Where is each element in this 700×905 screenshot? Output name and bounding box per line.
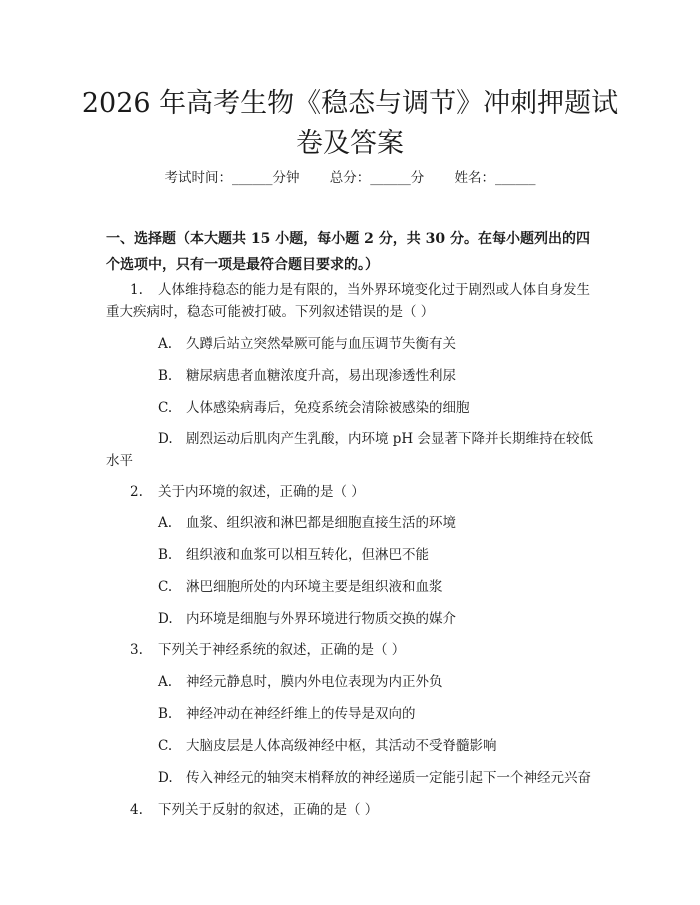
option-label: C. (158, 738, 173, 754)
question-1-continuation: 重大疾病时，稳态可能被打破。下列叙述错误的是（ ） (106, 304, 435, 320)
option-1d (158, 429, 593, 449)
question-4 (130, 800, 378, 820)
option-2d (158, 609, 456, 629)
option-3d (158, 768, 591, 788)
option-label: D. (158, 431, 173, 447)
option-1d-continuation: 水平 (106, 453, 133, 469)
option-label: B. (158, 706, 173, 722)
title-line-2: 卷及答案 (296, 128, 404, 159)
question-2 (130, 482, 365, 502)
question-number: 2. (130, 484, 143, 500)
question-3 (130, 640, 405, 660)
question-stem: 关于内环境的叙述，正确的是（ ） (158, 484, 365, 500)
option-text: 血浆、组织液和淋巴都是细胞直接生活的环境 (186, 515, 456, 531)
exam-time: 考试时间：______分钟 (164, 170, 300, 186)
option-text: 神经冲动在神经纤维上的传导是双向的 (186, 706, 416, 722)
option-text: 糖尿病患者血糖浓度升高，易出现渗透性利尿 (186, 368, 456, 384)
exam-name: 姓名：______ (454, 170, 536, 186)
option-text: 人体感染病毒后，免疫系统会清除被感染的细胞 (186, 400, 470, 416)
question-1 (130, 280, 590, 300)
exam-score: 总分：______分 (329, 170, 425, 186)
option-label: A. (158, 515, 173, 531)
option-label: D. (158, 770, 173, 786)
option-label: C. (158, 579, 173, 595)
option-text: 久蹲后站立突然晕厥可能与血压调节失衡有关 (186, 336, 456, 352)
option-2c (158, 577, 443, 597)
option-1a (158, 334, 456, 354)
document-title (60, 84, 640, 164)
exam-info (0, 168, 700, 188)
option-text: 组织液和血浆可以相互转化，但淋巴不能 (186, 547, 429, 563)
question-number: 3. (130, 642, 143, 658)
option-label: A. (158, 674, 173, 690)
title-line-1: 2026 年高考生物《稳态与调节》冲刺押题试 (81, 88, 619, 119)
option-3b (158, 704, 416, 724)
question-stem: 人体维持稳态的能力是有限的，当外界环境变化过于剧烈或人体自身发生 (158, 282, 590, 298)
option-1b (158, 366, 456, 386)
option-text: 淋巴细胞所处的内环境主要是组织液和血浆 (186, 579, 443, 595)
option-text: 大脑皮层是人体高级神经中枢，其活动不受脊髓影响 (186, 738, 497, 754)
option-3a (158, 672, 443, 692)
option-3c (158, 736, 497, 756)
option-2a (158, 513, 456, 533)
option-label: B. (158, 368, 173, 384)
section-heading: 一、选择题（本大题共 15 小题，每小题 2 分，共 30 分。在每小题列出的四个选项中，只有一项是最符合题目要求的。） (106, 231, 590, 273)
option-text: 神经元静息时，膜内外电位表现为内正外负 (186, 674, 443, 690)
option-2b (158, 545, 429, 565)
option-label: C. (158, 400, 173, 416)
option-label: B. (158, 547, 173, 563)
question-number: 4. (130, 802, 143, 818)
question-stem: 下列关于反射的叙述，正确的是（ ） (158, 802, 379, 818)
option-text: 内环境是细胞与外界环境进行物质交换的媒介 (186, 611, 456, 627)
option-label: A. (158, 336, 173, 352)
option-1c (158, 398, 470, 418)
question-stem: 下列关于神经系统的叙述，正确的是（ ） (158, 642, 406, 658)
option-text: 剧烈运动后肌肉产生乳酸，内环境 pH 会显著下降并长期维持在较低 (186, 431, 593, 447)
option-text: 传入神经元的轴突末梢释放的神经递质一定能引起下一个神经元兴奋 (186, 770, 591, 786)
option-label: D. (158, 611, 173, 627)
question-number: 1. (130, 282, 143, 298)
